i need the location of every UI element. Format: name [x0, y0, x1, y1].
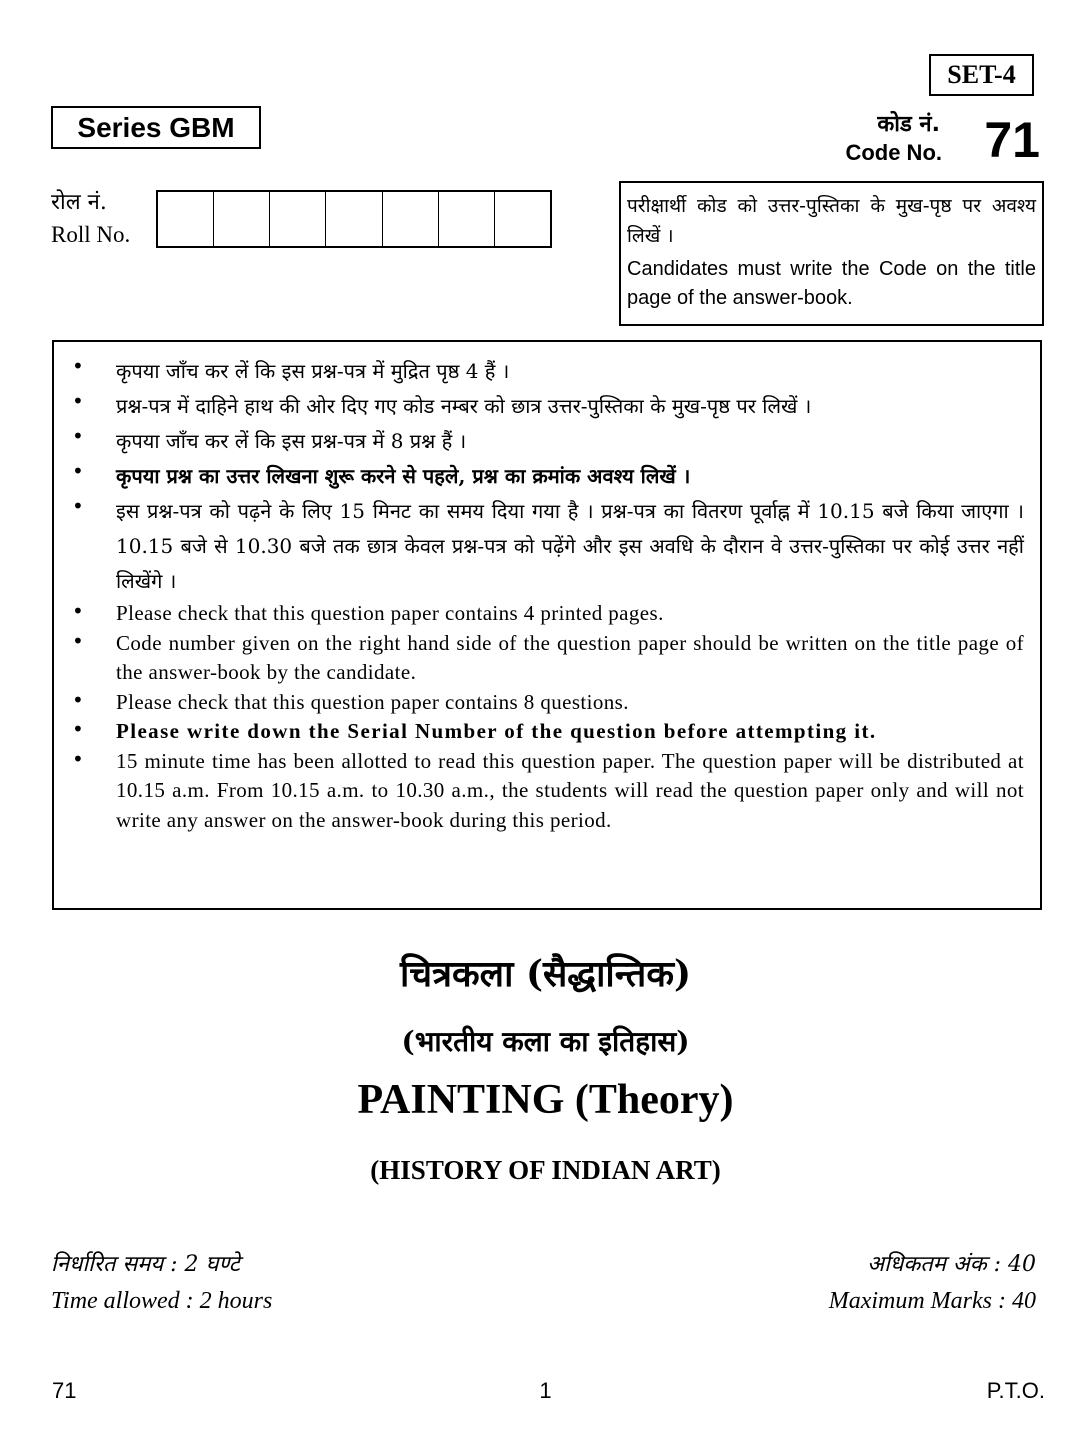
footer-page-number: 1 — [539, 1378, 552, 1403]
subtitle-english: (HISTORY OF INDIAN ART) — [370, 1155, 721, 1185]
instruction-item — [66, 599, 1024, 629]
max-marks-english: Maximum Marks : 40 — [828, 1288, 1036, 1314]
instruction-text: कृपया जाँच कर लें कि इस प्रश्न-पत्र में मुद्रित पृष्ठ 4 हैं । — [116, 359, 510, 383]
footer-pto: P.T.O. — [986, 1378, 1045, 1403]
title-english: PAINTING (Theory) — [357, 1077, 734, 1123]
instruction-item — [66, 494, 1024, 599]
code-label-hindi: कोड नं. — [877, 112, 940, 137]
code-label-english: Code No. — [845, 140, 942, 165]
instruction-text: Please write down the Serial Number of the question before attempting it. — [116, 719, 877, 743]
roll-number-box[interactable] — [326, 192, 382, 246]
bullet-icon: • — [72, 599, 85, 623]
bullet-icon: • — [72, 389, 84, 413]
bullet-icon: • — [72, 628, 85, 653]
notice-hindi: परीक्षार्थी कोड को उत्तर-पुस्तिका के मुख-पृष्ठ पर अवश्य लिखें । — [627, 195, 1036, 247]
subtitle-hindi: (भारतीय कला का इतिहास) — [401, 1025, 690, 1058]
instruction-text: Code number given on the right hand side of the question paper should be written on the title page of the answer-book by the candidate. — [116, 630, 1024, 684]
instruction-text: प्रश्न-पत्र में दाहिने हाथ की ओर दिए गए कोड नम्बर को छात्र उत्तर-पुस्तिका के मुख-पृष्ठ पर लिखें । — [116, 394, 812, 418]
roll-number-box[interactable] — [495, 192, 550, 246]
roll-number-box[interactable] — [270, 192, 326, 246]
bullet-icon: • — [72, 494, 84, 518]
roll-number-box[interactable] — [158, 192, 214, 246]
bullet-icon: • — [72, 687, 85, 712]
roll-number-box[interactable] — [383, 192, 439, 246]
instruction-text: कृपया जाँच कर लें कि इस प्रश्न-पत्र में 8 प्रश्न हैं । — [116, 429, 467, 453]
instruction-item — [66, 747, 1024, 836]
time-allowed-english: Time allowed : 2 hours — [51, 1288, 273, 1314]
instruction-item — [66, 717, 1024, 747]
code-number: 71 — [984, 112, 1040, 168]
roll-label-english: Roll No. — [51, 222, 131, 247]
roll-number-box[interactable] — [214, 192, 270, 246]
instruction-text: Please check that this question paper contains 4 printed pages. — [116, 601, 664, 625]
instruction-text: कृपया प्रश्न का उत्तर लिखना शुरू करने से पहले, प्रश्न का क्रमांक अवश्य लिखें । — [116, 464, 691, 488]
bullet-icon: • — [72, 459, 84, 483]
instruction-item — [66, 424, 1024, 459]
series-label: Series GBM — [51, 106, 261, 149]
bullet-icon: • — [72, 746, 85, 771]
set-label: SET-4 — [929, 54, 1034, 96]
instruction-item — [66, 354, 1024, 389]
instruction-item — [66, 389, 1024, 424]
title-hindi: चित्रकला (सैद्धान्तिक) — [399, 953, 692, 995]
instruction-text: Please check that this question paper contains 8 questions. — [116, 689, 629, 714]
roll-number-box[interactable] — [439, 192, 495, 246]
instruction-item — [66, 459, 1024, 494]
bullet-icon: • — [72, 717, 86, 741]
time-allowed-hindi: निर्धारित समय : 2 घण्टे — [51, 1252, 240, 1277]
bullet-icon: • — [72, 424, 84, 448]
candidate-notice-box — [619, 181, 1044, 326]
instruction-text: 15 minute time has been allotted to read this question paper. The question paper will be distributed at 10.15 a.m. From 10.15 a.m. to 10.30 a.m., the students will read the question paper only and will not write any answer on the answer-book during this period. — [116, 748, 1024, 832]
instruction-text: इस प्रश्न-पत्र को पढ़ने के लिए 15 मिनट का समय दिया गया है । प्रश्न-पत्र का वितरण पूर्वाह्न में 10.15 बजे किया जाएगा । 10.15 बजे से 10.30 बजे तक छात्र केवल प्रश्न-पत्र को पढ़ेंगे और इस अवधि के दौरान वे उत्तर-पुस्तिका पर कोई उत्तर नहीं लिखेंगे । — [116, 499, 1024, 593]
instruction-item — [66, 688, 1024, 718]
instructions-box — [52, 340, 1042, 910]
max-marks-hindi: अधिकतम अंक : 40 — [867, 1252, 1036, 1277]
instruction-item — [66, 629, 1024, 688]
notice-english: Candidates must write the Code on the title page of the answer-book. — [627, 258, 1036, 309]
footer-code: 71 — [52, 1378, 77, 1403]
roll-label-hindi: रोल नं. — [51, 190, 107, 215]
bullet-icon: • — [72, 354, 84, 378]
roll-number-boxes[interactable] — [156, 190, 552, 248]
instructions-list — [66, 354, 1024, 835]
